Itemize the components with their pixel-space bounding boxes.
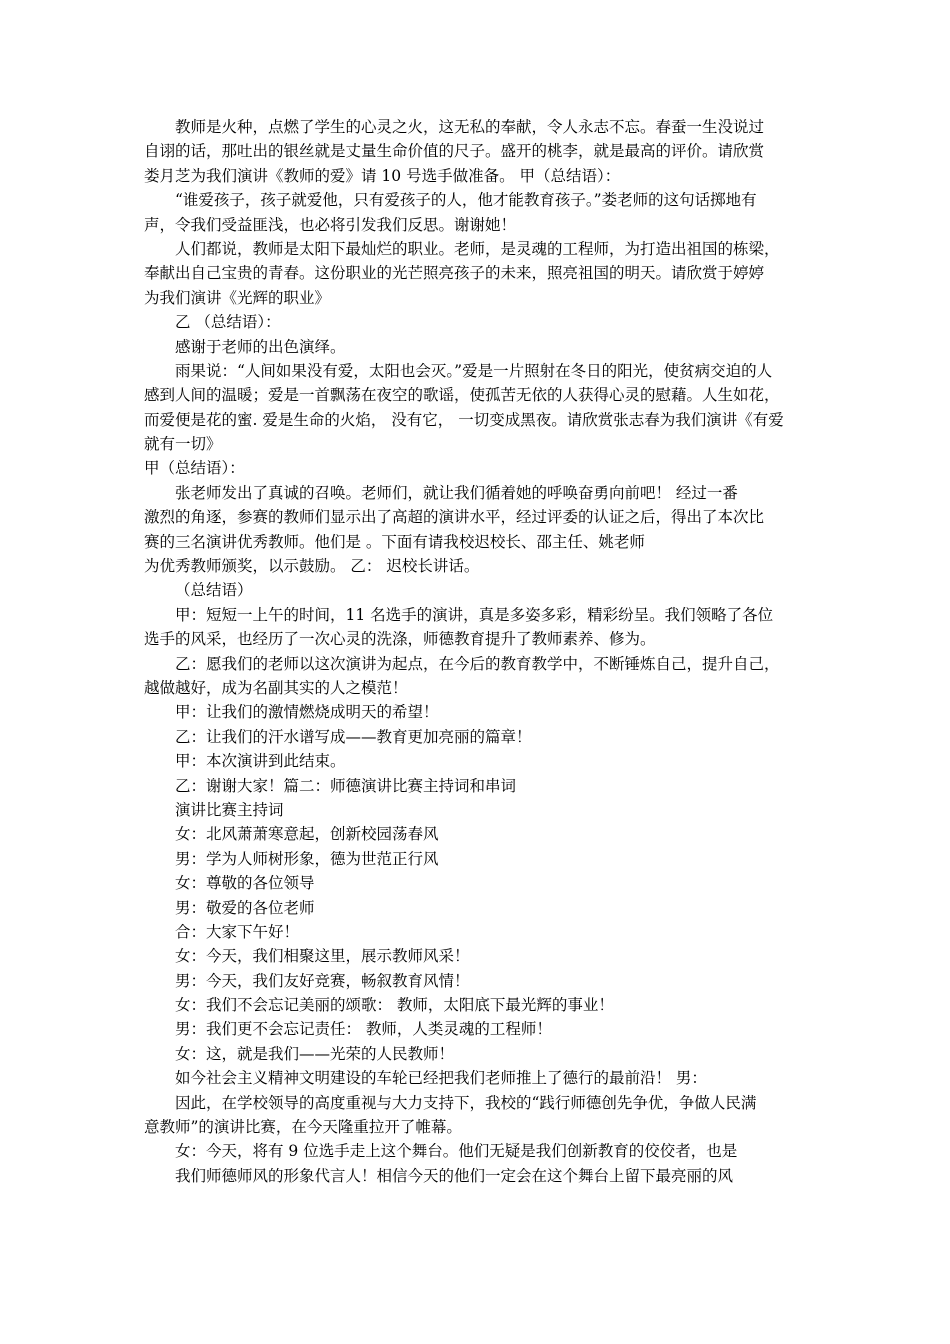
text-line: 我们师德师风的形象代言人！相信今天的他们一定会在这个舞台上留下最亮丽的风 — [175, 1166, 734, 1185]
text-line: 因此，在学校领导的高度重视与大力支持下，我校的“践行师德创先争优，争做人民满 — [175, 1093, 757, 1112]
text-line: 为我们演讲《光辉的职业》 — [144, 288, 331, 307]
text-line: 选手的风采，也经历了一次心灵的洗涤，师德教育提升了教师素养、修为。 — [144, 630, 656, 649]
text-line: 自诩的话，那吐出的银丝就是丈量生命价值的尺子。盛开的桃李，就是最高的评价。请欣赏 — [144, 142, 765, 161]
text-line: 甲：本次演讲到此结束。 — [175, 752, 346, 771]
text-line: 女：这，就是我们——光荣的人民教师！ — [175, 1044, 455, 1063]
text-line: 赛的三名演讲优秀教师。他们是 。下面有请我校迟校长、邵主任、姚老师 — [144, 532, 645, 551]
text-line: 张老师发出了真诚的召唤。老师们，就让我们循着她的呼唤奋勇向前吧！ 经过一番 — [175, 483, 738, 502]
text-line: “谁爱孩子，孩子就爱他，只有爱孩子的人，他才能教育孩子。”娄老师的这句话掷地有 — [175, 191, 757, 210]
text-line: 奉献出自己宝贵的青春。这份职业的光芒照亮孩子的未来，照亮祖国的明天。请欣赏于婷婷 — [144, 264, 765, 283]
text-line: 感到人间的温暖；爱是一首飘荡在夜空的歌谣，使孤苦无依的人获得心灵的慰藉。人生如花， — [144, 386, 780, 405]
text-line: 教师是火种，点燃了学生的心灵之火，这无私的奉献，令人永志不忘。春蚕一生没说过 — [175, 118, 765, 136]
text-line: 感谢于老师的出色演绎。 — [175, 337, 346, 356]
text-line: 女：北风萧萧寒意起，创新校园荡春风 — [175, 825, 439, 844]
text-line: 声，令我们受益匪浅，也必将引发我们反思。谢谢她！ — [144, 215, 517, 234]
text-line: 乙 （总结语）： — [175, 313, 281, 332]
text-line: 合：大家下午好！ — [175, 922, 300, 941]
text-line: 就有一切》 — [144, 435, 222, 454]
text-line: 人们都说，教师是太阳下最灿烂的职业。老师，是灵魂的工程师，为打造出祖国的栋梁， — [175, 239, 780, 258]
text-line: 娄月芝为我们演讲《教师的爱》请 10 号选手做准备。 甲（总结语）： — [144, 166, 621, 185]
text-line: 女：尊敬的各位领导 — [175, 874, 315, 893]
text-line: 乙：愿我们的老师以这次演讲为起点，在今后的教育教学中，不断锤炼自己，提升自己， — [175, 654, 780, 673]
text-line: 演讲比赛主持词 — [175, 800, 284, 819]
text-line: 乙：让我们的汗水谱写成——教育更加亮丽的篇章！ — [175, 727, 532, 746]
document-body — [144, 115, 814, 1188]
text-line: 乙：谢谢大家！篇二：师德演讲比赛主持词和串词 — [175, 776, 517, 795]
text-line: 甲：短短一上午的时间，11 名选手的演讲，真是多姿多彩，精彩纷呈。我们领略了各位 — [175, 605, 774, 624]
text-line: 男：学为人师树形象，德为世范正行风 — [175, 849, 439, 868]
text-line: 男：今天，我们友好竞赛，畅叙教育风情！ — [175, 971, 470, 990]
text-line: （总结语） — [175, 581, 253, 600]
text-line: 而爱便是花的蜜. 爱是生命的火焰， 没有它， 一切变成黑夜。请欣赏张志春为我们演讲《有爱 — [144, 410, 784, 429]
text-line: 如今社会主义精神文明建设的车轮已经把我们老师推上了德行的最前沿！ 男： — [175, 1069, 707, 1088]
text-line: 女：今天，我们相聚这里，展示教师风采！ — [175, 947, 470, 966]
text-line: 甲：让我们的激情燃烧成明天的希望！ — [175, 703, 439, 722]
text-line: 女：今天，将有 9 位选手走上这个舞台。他们无疑是我们创新教育的佼佼者，也是 — [175, 1142, 738, 1161]
text-line: 越做越好，成为名副其实的人之模范！ — [144, 678, 408, 697]
text-line: 激烈的角逐，参赛的教师们显示出了高超的演讲水平，经过评委的认证之后，得出了本次比 — [144, 508, 765, 527]
text-line: 甲（总结语）： — [144, 459, 245, 478]
text-line: 为优秀教师颁奖，以示鼓励。 乙： 迟校长讲话。 — [144, 557, 480, 576]
text-line: 意教师”的演讲比赛，在今天隆重拉开了帷幕。 — [144, 1118, 462, 1137]
text-line: 男：我们更不会忘记责任： 教师，人类灵魂的工程师！ — [175, 1020, 552, 1039]
text-line: 雨果说：“人间如果没有爱，太阳也会灭。”爱是一片照射在冬日的阳光，使贫病交迫的人 — [175, 361, 773, 380]
text-line: 男：敬爱的各位老师 — [175, 898, 315, 917]
text-line: 女：我们不会忘记美丽的颂歌： 教师，太阳底下最光辉的事业！ — [175, 996, 614, 1015]
